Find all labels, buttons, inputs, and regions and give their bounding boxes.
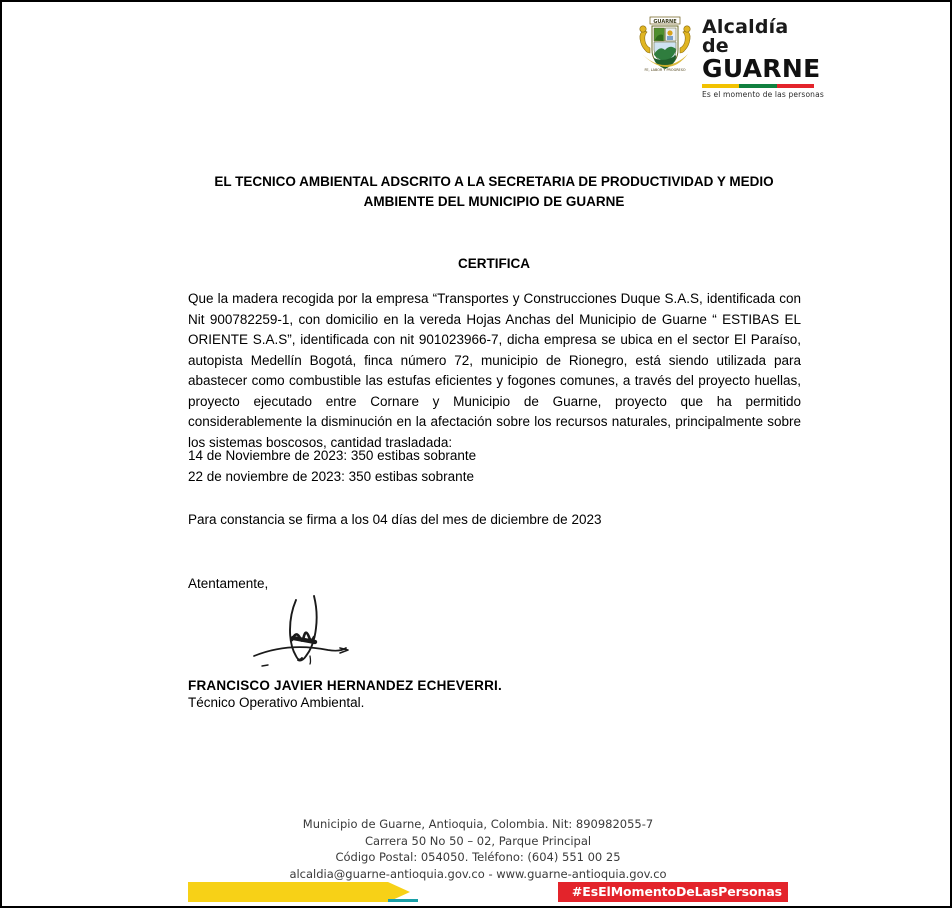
closing-salutation: Atentamente,	[188, 576, 269, 591]
footer-line-postal-phone: Código Postal: 054050. Teléfono: (604) 551 00 25	[335, 850, 621, 865]
logo-wordmark	[702, 14, 822, 99]
logo-color-bar	[702, 84, 814, 88]
signature-image	[252, 590, 382, 675]
letterhead	[632, 14, 824, 100]
bar-teal-accent	[388, 899, 418, 902]
quantities-list	[188, 446, 688, 488]
certificate-body: Que la madera recogida por la empresa “Transportes y Construcciones Duque S.A.S, identificada con Nit 900782259-1, con domicilio en la vereda Hojas Anchas del Municipio de Guarne “ ESTIBAS EL ORIENTE S.A.S”, identificada con nit 901023966-7, dicha empresa se ubica en el sector El Paraíso, autopista Medellín Bogotá, finca número 72, municipio de Rionegro, está siendo utilizada para abastecer como combustible las estufas eficientes y fogones comunes, a través del proyecto huellas, proyecto ejecutado entre Cornare y Municipio de Guarne, proyecto que ha permitido considerablemente la disminución en la afectación sobre los recursos naturales, principalmente sobre los sistemas boscosos, cantidad trasladada:	[188, 291, 801, 450]
footer-contact	[2, 816, 952, 883]
signer-name: FRANCISCO JAVIER HERNANDEZ ECHEVERRI.	[188, 678, 502, 693]
certifica-heading: CERTIFICA	[458, 256, 530, 271]
quantity-line: 14 de Noviembre de 2023: 350 estibas sobrante	[188, 448, 477, 463]
hashtag-badge: #EsElMomentoDeLasPersonas	[558, 882, 788, 902]
signer-role: Técnico Operativo Ambiental.	[188, 695, 365, 710]
footer-line-address: Carrera 50 No 50 – 02, Parque Principal	[364, 833, 592, 848]
svg-text:FE, LABOR Y PROGRESO: FE, LABOR Y PROGRESO	[644, 68, 686, 72]
logo-line-alcaldia: Alcaldía de	[702, 16, 789, 57]
footer-line-email-web: alcaldia@guarne-antioquia.gov.co - www.guarne-antioquia.gov.co	[289, 867, 667, 882]
bar-yellow-segment	[188, 882, 388, 902]
svg-text:GUARNE: GUARNE	[653, 19, 677, 25]
quantity-line: 22 de noviembre de 2023: 350 estibas sobrante	[188, 468, 474, 484]
logo-tagline: Es el momento de las personas	[702, 90, 824, 100]
footer-line-municipality: Municipio de Guarne, Antioquia, Colombia. Nit: 890982055-7	[302, 817, 654, 831]
footer-brand-bar	[188, 882, 788, 902]
document-title: EL TECNICO AMBIENTAL ADSCRITO A LA SECRETARIA DE PRODUCTIVIDAD Y MEDIO AMBIENTE DEL MUNICIPIO DE GUARNE	[214, 174, 774, 209]
logo-line-guarne: GUARNE	[702, 54, 821, 83]
coat-of-arms-icon	[632, 14, 698, 80]
constancia-line: Para constancia se firma a los 04 días del mes de diciembre de 2023	[188, 512, 602, 527]
